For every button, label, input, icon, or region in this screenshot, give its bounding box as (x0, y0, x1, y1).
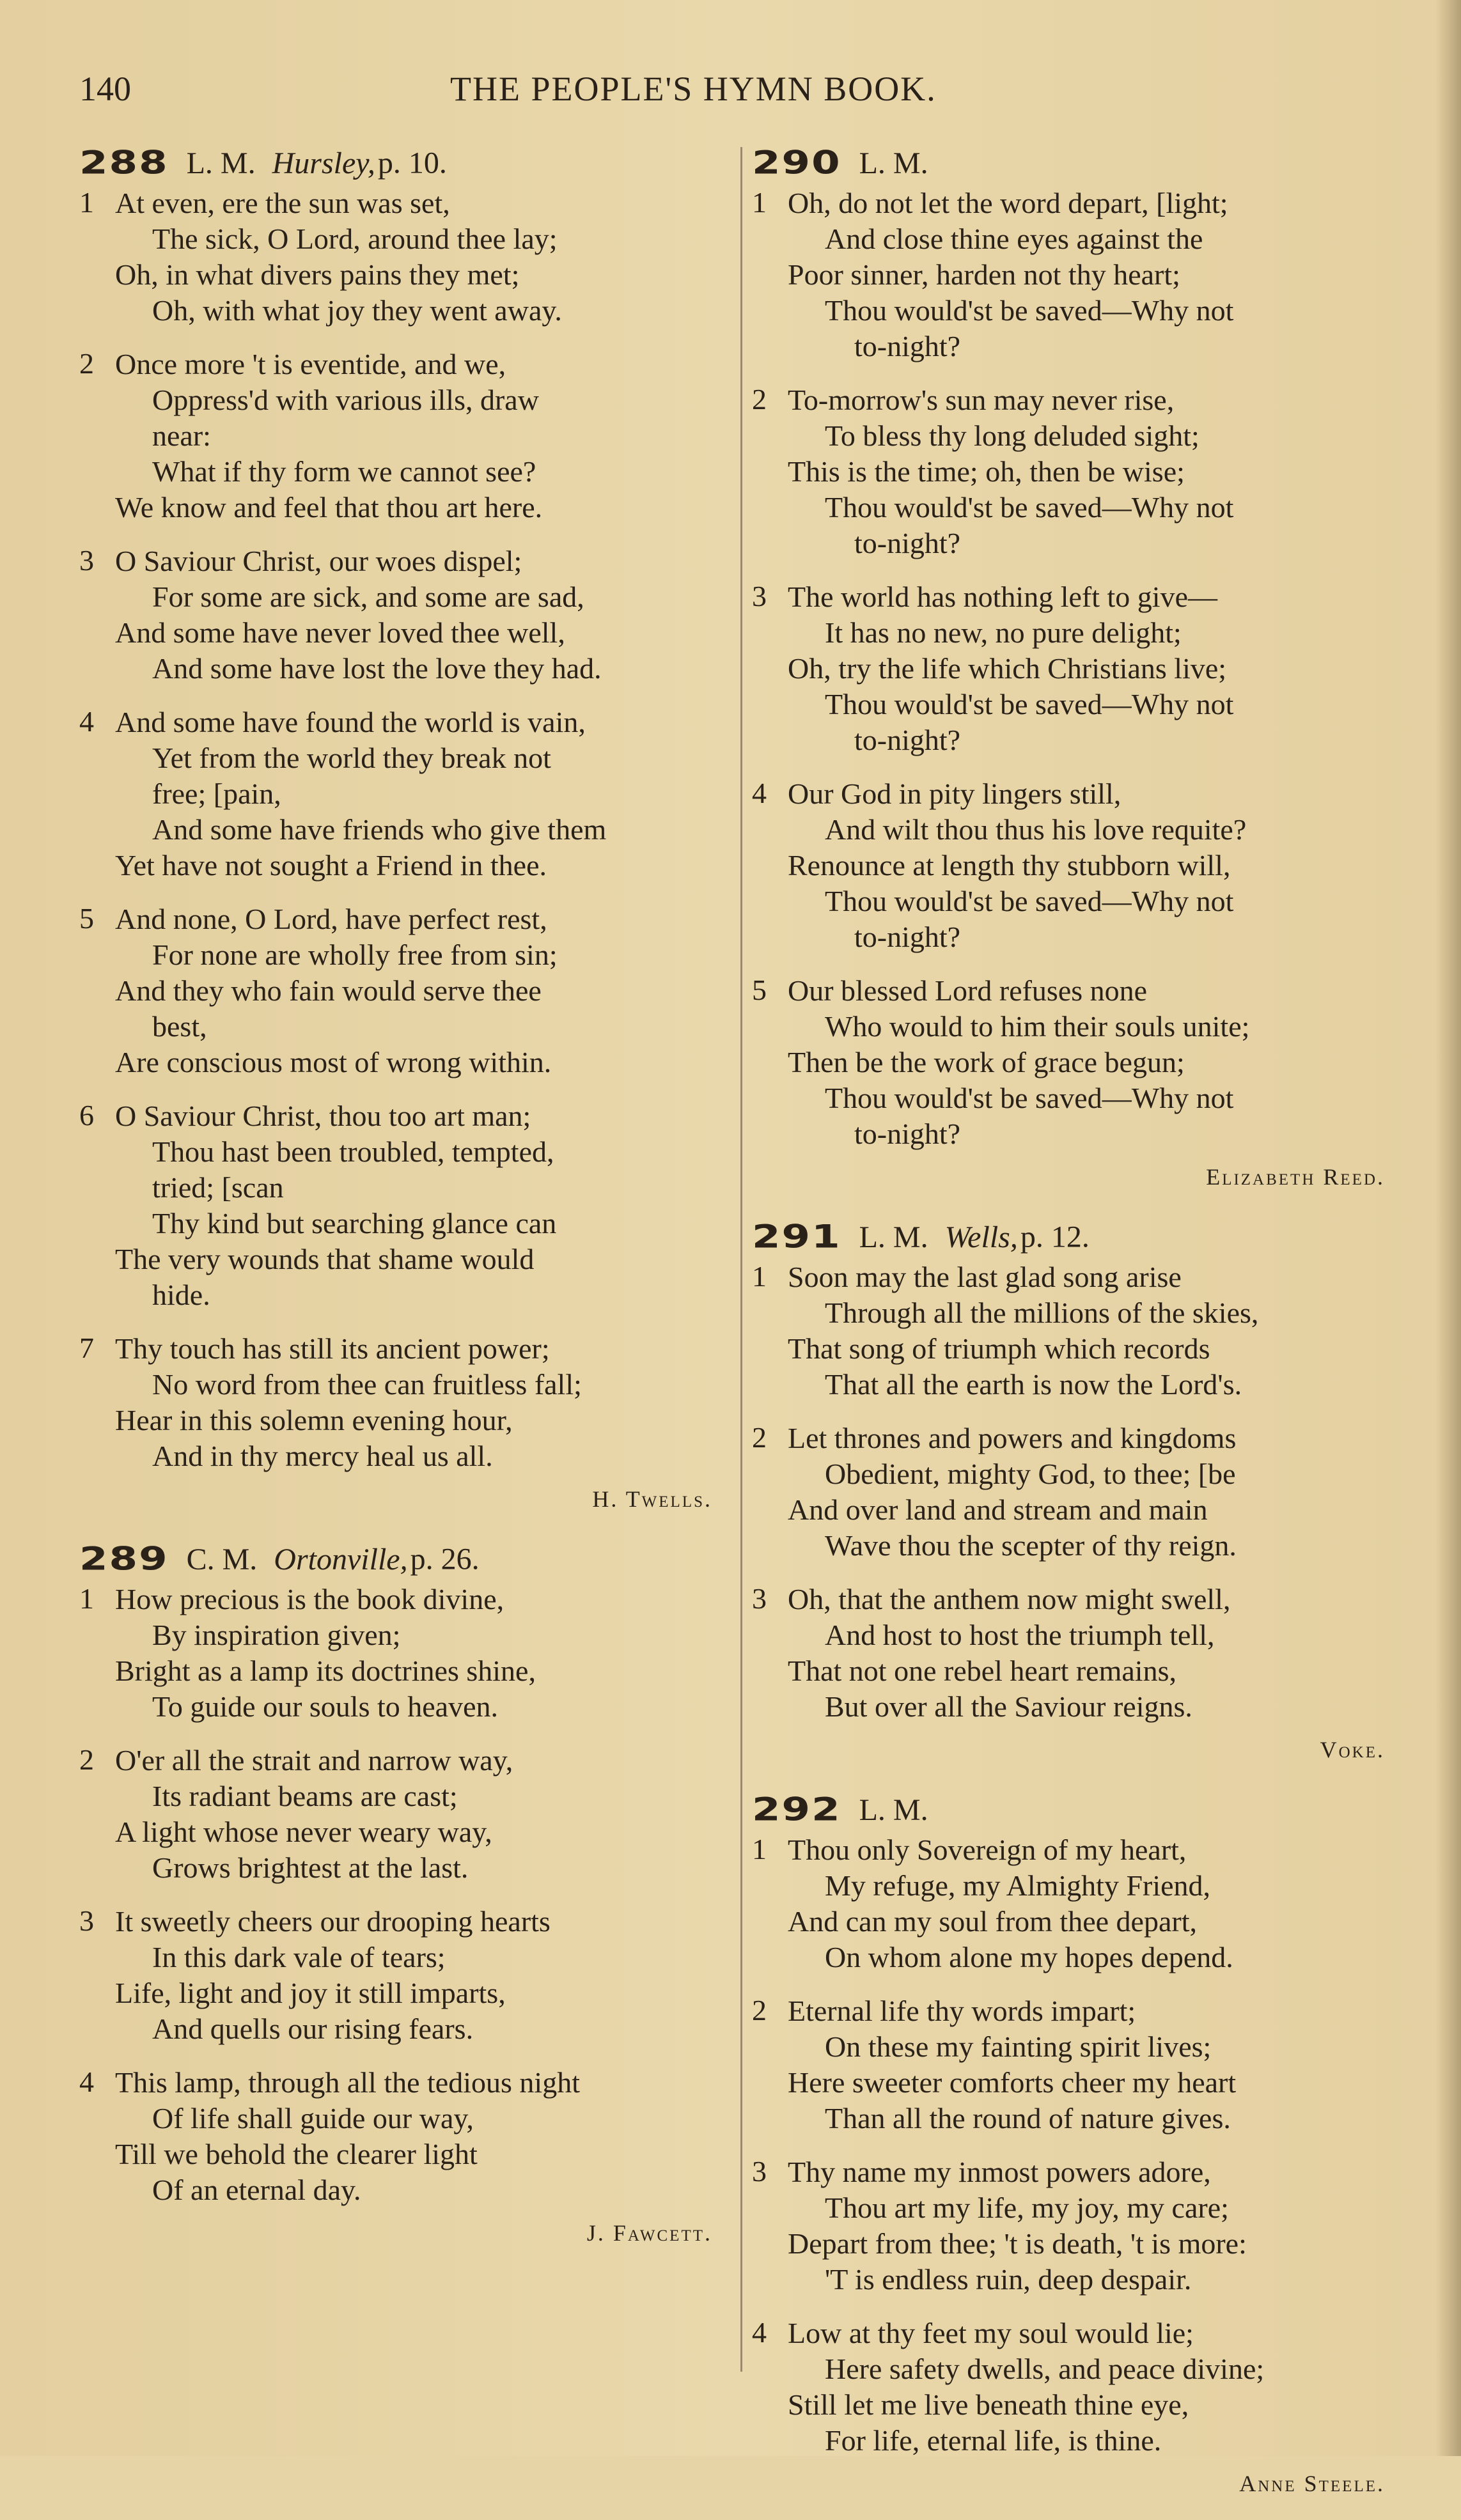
hymn-291 (752, 1213, 1410, 1763)
verse-line: At even, ere the sun was set, (115, 187, 450, 219)
verse-number: 4 (79, 2065, 94, 2098)
verse-number: 4 (79, 705, 94, 738)
verse-line: Of an eternal day. (152, 2174, 361, 2206)
verse-line: And some have friends who give them (152, 813, 607, 846)
verse-number: 4 (752, 2316, 767, 2349)
verse-line: It has no new, no pure delight; (825, 616, 1182, 649)
verse-line: Thou would'st be saved—Why not (825, 885, 1234, 917)
hymn-tune: Ortonville, (274, 1542, 408, 1576)
hymn-number: 288 (79, 144, 169, 182)
verse-line: Low at thy feet my soul would lie; (788, 2317, 1194, 2349)
verse (752, 1582, 1410, 1725)
verse-line: Oh, that the anthem now might swell, (788, 1583, 1231, 1615)
verse-line: O Saviour Christ, thou too art man; (115, 1100, 531, 1132)
verse-line: And close thine eyes against the (825, 222, 1203, 255)
hymn-tune-ref: p. 10. (377, 146, 447, 180)
hymn-number: 290 (752, 144, 841, 182)
hymn-meter: C. M. (186, 1542, 258, 1576)
verse (752, 1259, 1410, 1403)
hymn-289 (79, 1536, 738, 2246)
verse-line: Thou would'st be saved—Why not (825, 1082, 1234, 1114)
verse (79, 1331, 738, 1474)
verse-line: Here safety dwells, and peace divine; (825, 2353, 1265, 2385)
verse-line: No word from thee can fruitless fall; (152, 1368, 582, 1401)
hymn-meter: L. M. (859, 1793, 928, 1827)
verse-line: Thou would'st be saved—Why not (825, 491, 1234, 524)
hymn-meter: L. M. (859, 1220, 928, 1254)
page-edge-shadow (1435, 0, 1461, 2456)
verse (752, 973, 1410, 1152)
verse-line: free; [pain, (152, 777, 281, 810)
verse-line: Thou art my life, my joy, my care; (825, 2191, 1229, 2224)
verse-line: To guide our souls to heaven. (152, 1690, 499, 1723)
verse (79, 543, 738, 687)
verse-line: The sick, O Lord, around thee lay; (152, 222, 558, 255)
hymn-author: Anne Steele. (1239, 2471, 1385, 2496)
verse-line: A light whose never weary way, (115, 1816, 492, 1848)
verse-line: Thy kind but searching glance can (152, 1207, 557, 1240)
verse (752, 579, 1410, 758)
verse-line: By inspiration given; (152, 1619, 401, 1651)
verse-line: This lamp, through all the tedious night (115, 2066, 580, 2099)
verse-line: Oh, in what divers pains they met; (115, 258, 520, 291)
verse-line: It sweetly cheers our drooping hearts (115, 1905, 551, 1938)
verse-line: Thy name my inmost powers adore, (788, 2156, 1211, 2188)
hymn-number: 292 (752, 1791, 841, 1828)
verse-line: That all the earth is now the Lord's. (825, 1368, 1242, 1401)
verse-number: 2 (752, 1421, 767, 1454)
verse-line: And can my soul from thee depart, (788, 1905, 1197, 1938)
verse-line: Our blessed Lord refuses none (788, 974, 1148, 1007)
verse (752, 382, 1410, 561)
hymn-292 (752, 1786, 1410, 2497)
hymn-author: Elizabeth Reed. (1206, 1164, 1385, 1190)
hymn-meter: L. M. (186, 146, 256, 180)
verse-number: 7 (79, 1332, 94, 1364)
verse-line: Than all the round of nature gives. (825, 2102, 1231, 2135)
verse (79, 185, 738, 329)
verse-line: My refuge, my Almighty Friend, (825, 1869, 1211, 1902)
verse-number: 5 (79, 902, 94, 935)
hymn-author: H. Twells. (592, 1486, 712, 1512)
verse-line: Thou hast been troubled, tempted, (152, 1135, 554, 1168)
verse-line: For life, eternal life, is thine. (825, 2424, 1162, 2457)
hymn-heading (752, 139, 1410, 185)
verse-line: Hear in this solemn evening hour, (115, 1404, 513, 1436)
verse-line: Who would to him their souls unite; (825, 1010, 1250, 1043)
hymn-number: 291 (752, 1218, 841, 1256)
verse-line: Oppress'd with various ills, draw (152, 384, 539, 416)
hymn-290 (752, 139, 1410, 1190)
verse-line: Are conscious most of wrong within. (115, 1046, 552, 1078)
hymn-tune-ref: p. 26. (410, 1542, 480, 1576)
verse (79, 901, 738, 1080)
verse (79, 2065, 738, 2208)
verse-line: to-night? (854, 724, 961, 756)
verse-number: 3 (752, 580, 767, 612)
verse-line: to-night? (854, 527, 961, 559)
verse-line: to-night? (854, 921, 961, 953)
verse-line: But over all the Saviour reigns. (825, 1690, 1192, 1723)
verse-line: And over land and stream and main (788, 1493, 1208, 1526)
verse-line: And in thy mercy heal us all. (152, 1440, 493, 1472)
verse-number: 2 (752, 1994, 767, 2026)
verse-line: Life, light and joy it still imparts, (115, 1977, 506, 2009)
verse-line: Eternal life thy words impart; (788, 1995, 1136, 2027)
verse (79, 704, 738, 883)
verse-number: 2 (79, 347, 94, 380)
verse (79, 346, 738, 525)
right-column (752, 139, 1410, 2520)
verse-number: 2 (79, 1743, 94, 1776)
verse-line: On these my fainting spirit lives; (825, 2030, 1212, 2063)
verse-line: And none, O Lord, have perfect rest, (115, 903, 547, 935)
verse-line: 'T is endless ruin, deep despair. (825, 2263, 1192, 2296)
verse-line: Renounce at length thy stubborn will, (788, 849, 1231, 882)
hymn-heading (752, 1213, 1410, 1259)
verse-line: best, (152, 1010, 207, 1043)
verse-line: Poor sinner, harden not thy heart; (788, 258, 1180, 291)
verse-number: 3 (752, 1582, 767, 1615)
verse-line: to-night? (854, 330, 961, 362)
verse-line: Soon may the last glad song arise (788, 1261, 1182, 1293)
verse-number: 1 (79, 186, 94, 219)
verse-line: And host to host the triumph tell, (825, 1619, 1215, 1651)
verse (752, 1993, 1410, 2136)
verse-line: O Saviour Christ, our woes dispel; (115, 545, 522, 577)
verse-line: And some have found the world is vain, (115, 706, 586, 738)
hymn-tune: Hursley, (272, 146, 375, 180)
verse-line: Thou only Sovereign of my heart, (788, 1833, 1187, 1866)
verse-line: In this dark vale of tears; (152, 1941, 446, 1973)
verse-number: 5 (752, 974, 767, 1006)
verse-line: tried; [scan (152, 1171, 284, 1204)
column-divider (740, 147, 742, 2372)
verse (79, 1098, 738, 1313)
verse-line: Its radiant beams are cast; (152, 1780, 458, 1812)
verse (752, 2154, 1410, 2298)
hymn-tune-ref: p. 12. (1020, 1220, 1090, 1254)
verse (79, 1904, 738, 2047)
hymn-288 (79, 139, 738, 1513)
verse-line: O'er all the strait and narrow way, (115, 1744, 513, 1777)
verse (79, 1582, 738, 1725)
verse-line: Here sweeter comforts cheer my heart (788, 2066, 1237, 2099)
verse (79, 1743, 738, 1886)
verse-line: The world has nothing left to give— (788, 580, 1217, 613)
hymn-number: 289 (79, 1541, 169, 1578)
verse-line: And quells our rising fears. (152, 2012, 474, 2045)
verse-line: Obedient, mighty God, to thee; [be (825, 1458, 1236, 1490)
verse-line: Still let me live beneath thine eye, (788, 2388, 1189, 2421)
verse (752, 185, 1410, 364)
verse-line: This is the time; oh, then be wise; (788, 455, 1185, 488)
verse-line: To-morrow's sun may never rise, (788, 384, 1175, 416)
verse-line: Once more 't is eventide, and we, (115, 348, 506, 380)
hymn-meter: L. M. (859, 146, 928, 180)
book-title: THE PEOPLE'S HYMN BOOK. (450, 70, 937, 108)
verse-line: to-night? (854, 1117, 961, 1150)
verse-line: We know and feel that thou art here. (115, 491, 543, 524)
running-head (79, 69, 1038, 114)
verse-line: What if thy form we cannot see? (152, 455, 536, 488)
verse (752, 1420, 1410, 1564)
verse (752, 2315, 1410, 2459)
verse-line: That song of triumph which records (788, 1332, 1210, 1365)
hymn-heading (79, 139, 738, 185)
verse (752, 776, 1410, 955)
verse-line: Then be the work of grace begun; (788, 1046, 1185, 1078)
verse-number: 1 (79, 1582, 94, 1615)
verse-line: And some have never loved thee well, (115, 616, 565, 649)
verse-line: Oh, do not let the word depart, [light; (788, 187, 1228, 219)
verse-number: 3 (79, 544, 94, 577)
verse-line: On whom alone my hopes depend. (825, 1941, 1233, 1973)
verse (752, 1832, 1410, 1975)
verse-number: 1 (752, 186, 767, 219)
verse-line: Of life shall guide our way, (152, 2102, 474, 2135)
verse-line: Yet from the world they break not (152, 742, 551, 774)
hymn-heading (79, 1536, 738, 1582)
verse-number: 1 (752, 1260, 767, 1293)
verse-number: 4 (752, 777, 767, 809)
verse-line: Our God in pity lingers still, (788, 777, 1121, 810)
verse-number: 3 (752, 2155, 767, 2188)
verse-line: Depart from thee; 't is death, 't is more: (788, 2227, 1247, 2260)
verse-line: For none are wholly free from sin; (152, 938, 558, 971)
verse-line: That not one rebel heart remains, (788, 1654, 1176, 1687)
page-number: 140 (79, 70, 131, 108)
verse-line: near: (152, 419, 211, 452)
verse-line: Grows brightest at the last. (152, 1851, 469, 1884)
verse-line: Through all the millions of the skies, (825, 1296, 1259, 1329)
verse-line: And they who fain would serve thee (115, 974, 542, 1007)
verse-line: And some have lost the love they had. (152, 652, 602, 685)
verse-line: Till we behold the clearer light (115, 2138, 478, 2170)
verse-number: 1 (752, 1833, 767, 1865)
hymn-heading (752, 1786, 1410, 1832)
verse-line: Yet have not sought a Friend in thee. (115, 849, 547, 882)
verse-line: The very wounds that shame would (115, 1243, 535, 1275)
verse-line: And wilt thou thus his love requite? (825, 813, 1247, 846)
verse-line: hide. (152, 1279, 210, 1311)
verse-line: Wave thou the scepter of thy reign. (825, 1529, 1237, 1562)
verse-line: Thy touch has still its ancient power; (115, 1332, 550, 1365)
verse-line: For some are sick, and some are sad, (152, 580, 584, 613)
verse-line: Let thrones and powers and kingdoms (788, 1422, 1237, 1454)
left-column (79, 139, 738, 2269)
verse-line: Oh, try the life which Christians live; (788, 652, 1227, 685)
hymn-author: Voke. (1320, 1737, 1385, 1762)
verse-line: Oh, with what joy they went away. (152, 294, 562, 327)
hymn-tune: Wells, (944, 1220, 1018, 1254)
verse-line: Thou would'st be saved—Why not (825, 294, 1234, 327)
verse-line: How precious is the book divine, (115, 1583, 504, 1615)
verse-number: 3 (79, 1904, 94, 1937)
verse-line: Thou would'st be saved—Why not (825, 688, 1234, 720)
verse-number: 2 (752, 383, 767, 416)
verse-line: To bless thy long deluded sight; (825, 419, 1199, 452)
verse-number: 6 (79, 1099, 94, 1132)
verse-line: Bright as a lamp its doctrines shine, (115, 1654, 536, 1687)
hymn-author: J. Fawcett. (586, 2220, 712, 2246)
